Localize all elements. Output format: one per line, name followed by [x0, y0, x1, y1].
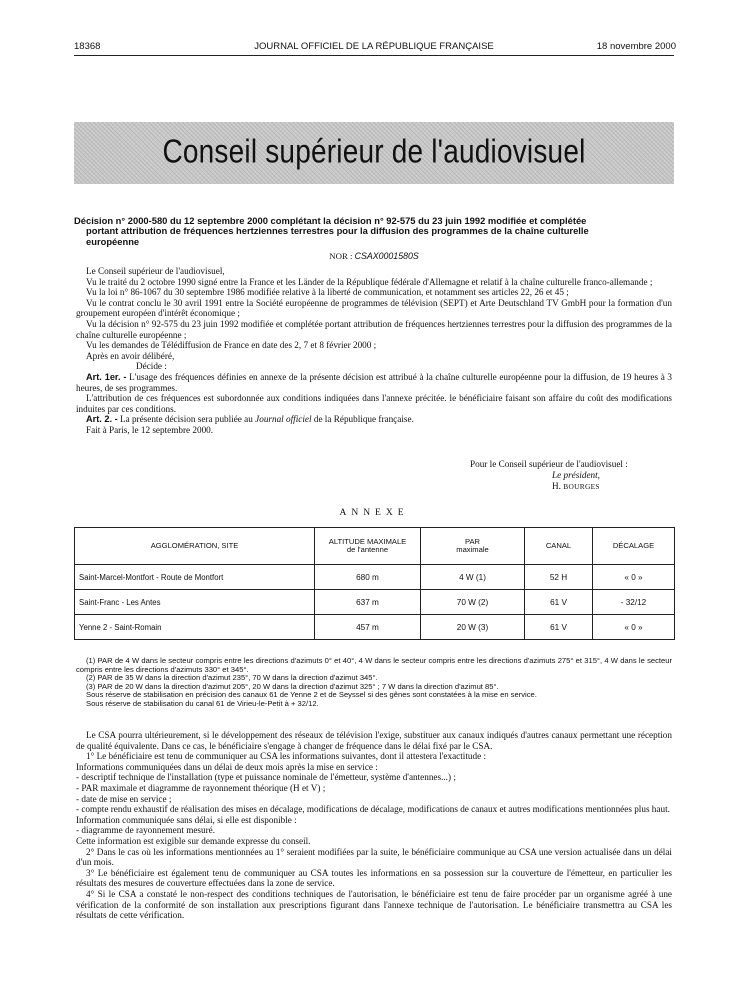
article-1-text: L'usage des fréquences définies en annexe de la présente décision est attribué à la chaîne culturelle européenne pour la diffusion, de 19 heures à 3 heures, de ses programmes. — [76, 371, 673, 393]
list-item: - descriptif technique de l'installation (type et puissance nominale de l'émetteur, système d'antennes...) ; — [76, 772, 456, 783]
cell-decalage: - 32/12 — [593, 590, 675, 615]
visa-paragraph: Après en avoir délibéré, — [86, 350, 175, 361]
cell-altitude: 457 m — [315, 615, 421, 640]
cell-altitude: 637 m — [315, 590, 421, 615]
table-row — [75, 565, 675, 590]
list-item: - date de mise en service ; — [76, 793, 172, 804]
article-2-text-before: La présente décision sera publiée au — [119, 414, 253, 425]
annex-notes — [76, 657, 672, 709]
publication-date: 18 novembre 2000 — [596, 41, 676, 52]
running-head — [0, 41, 748, 55]
signatory-initial: H. — [552, 480, 561, 491]
condition-4: 4° Si le CSA a constaté le non-respect des conditions techniques de l'autorisation, le bénéficiaire est tenu de faire procéder par un organisme agréé à une vérification de la conformité de son installation aux prescriptions figurant dans l'annexe technique de l'autorisation. Le bénéficiaire transmettra au CSA les résultats de cette vérification. — [76, 888, 672, 921]
page-number: 18368 — [74, 41, 101, 52]
decision-title-line: Décision n° 2000-580 du 12 septembre 2000 complétant la décision n° 92-575 du 23 juin 1992 modifiée et complétée — [74, 215, 587, 226]
decide-line: Décide : — [136, 361, 167, 372]
column-header-site: AGGLOMÉRATION, SITE — [75, 528, 315, 565]
nor-reference — [0, 251, 748, 261]
signatory-name — [470, 481, 680, 493]
header-rule — [74, 55, 674, 56]
cell-par: 20 W (3) — [421, 615, 525, 640]
article-2-label: Art. 2. - — [86, 414, 118, 425]
signatory-role: Le président, — [552, 469, 600, 480]
column-header-canal: CANAL — [525, 528, 593, 565]
table-row — [75, 590, 675, 615]
column-header-altitude — [315, 528, 421, 565]
cell-decalage: « 0 » — [593, 565, 675, 590]
article-1-paragraph-2: L'attribution de ces fréquences est subordonnée aux conditions indiquées dans l'annexe précitée. le bénéficiaire faisant son affaire du coût des modifications induites par ces conditions. — [76, 393, 672, 414]
annex-title: ANNEXE — [339, 508, 409, 518]
altitude-header-line2: de l'antenne — [346, 545, 389, 554]
cell-altitude: 680 m — [315, 565, 421, 590]
list-item: - compte rendu exhaustif de réalisation des mises en décalage, modifications de décalage, modifications de canaux et autres modifications mentionnées plus haut. — [76, 804, 670, 815]
par-header-line1: PAR — [464, 536, 481, 546]
section-banner — [74, 122, 674, 184]
cell-canal: 52 H — [525, 565, 593, 590]
annex-note: Sous réserve de stabilisation en précision des canaux 61 de Yenne 2 et de Seyssel si des gênes sont constatées à la mise en service. — [86, 690, 537, 700]
list-item: - PAR maximale et diagramme de rayonnement théorique (H et V) ; — [76, 782, 326, 793]
annex-note: (1) PAR de 4 W dans le secteur compris entre les directions d'azimuts 0° et 40°, 4 W dans le secteur compris entre les directions d'azimuts 275° et 315°, 4 W dans le secteur compris entre les directions d'azimuts 330° et 345°. — [76, 656, 672, 674]
condition-1: 1° Le bénéficiaire est tenu de communiquer au CSA les informations suivantes, dont il attestera l'exactitude : — [86, 751, 487, 762]
cell-site: Yenne 2 - Saint-Romain — [75, 615, 315, 640]
conditions-text — [76, 730, 672, 921]
journal-title: JOURNAL OFFICIEL DE LA RÉPUBLIQUE FRANÇAISE — [254, 41, 494, 52]
table-header-row — [75, 528, 675, 565]
cell-par: 70 W (2) — [421, 590, 525, 615]
article-2 — [76, 414, 672, 425]
decision-title-line: européenne — [86, 235, 140, 247]
on-request-line: Cette information est exigible sur demande expresse du conseil. — [76, 835, 311, 846]
cell-par: 4 W (1) — [421, 565, 525, 590]
article-2-text-after: de la République française. — [313, 414, 414, 425]
par-header-line2: maximale — [456, 545, 489, 554]
column-header-par — [421, 528, 525, 565]
nor-label: NOR : — [329, 251, 353, 261]
decision-body — [76, 266, 672, 436]
list-item: - diagramme de rayonnement mesuré. — [76, 825, 216, 836]
annex-note: (2) PAR de 35 W dans la direction d'azimut 235°, 70 W dans la direction d'azimut 345°. — [86, 673, 378, 683]
cell-site: Saint-Marcel-Montfort - Route de Montfort — [75, 565, 315, 590]
cell-canal: 61 V — [525, 615, 593, 640]
article-1-label: Art. 1er. - — [86, 371, 127, 382]
condition-2: 2° Dans le cas où les informations mentionnées au 1° seraient modifiées par la suite, le bénéficiaire communique au CSA une version actualisée dans un délai d'un mois. — [76, 846, 672, 868]
article-1 — [76, 372, 672, 393]
decision-title-line: portant attribution de fréquences hertziennes terrestres pour la diffusion des programmes de la chaîne culturelle — [86, 225, 589, 237]
cell-decalage: « 0 » — [593, 615, 675, 640]
decision-title — [74, 216, 672, 247]
journal-officiel-italic: Journal officiel — [255, 414, 312, 425]
visa-paragraph: Vu la décision n° 92-575 du 23 juin 1992 modifiée et complétée portant attribution de fréquences hertziennes terrestres pour la diffusion des programmes de la chaîne culturelle européenne ; — [76, 318, 672, 340]
signature-block — [470, 459, 680, 492]
conditions-intro: Le CSA pourra ultérieurement, si le développement des réseaux de télévision l'exige, substituer aux canaux indiqués d'autres canaux permettant une réception de qualité équivalente. Dans ce cas, le bénéficiaire s'engage à changer de fréquence dans le délai fixé par le CSA. — [76, 730, 672, 751]
annex-table — [74, 527, 675, 640]
no-delay-heading: Information communiquée sans délai, si elle est disponible : — [76, 814, 297, 825]
condition-3: 3° Le bénéficiaire est également tenu de communiquer au CSA toutes les informations en sa possession sur la couverture de l'émetteur, en particulier les résultats des mesures de couverture effectuées dans la zone de service. — [76, 867, 672, 889]
visa-paragraph: Vu le contrat conclu le 30 avril 1991 entre la Société européenne de programmes de télévision (SEPT) et Arte Deutschland TV GmbH pour la formation d'un groupement européen d'intérêt économique ; — [76, 297, 672, 319]
altitude-header-line1: ALTITUDE MAXIMALE — [328, 536, 407, 546]
cell-site: Saint-Franc - Les Antes — [75, 590, 315, 615]
visa-paragraph: Vu le traité du 2 octobre 1990 signé entre la France et les Länder de la République fédérale d'Allemagne et relatif à la chaîne culturelle franco-allemande ; — [86, 276, 653, 287]
two-months-heading: Informations communiquées dans un délai de deux mois après la mise en service : — [76, 761, 378, 772]
visa-paragraph: Vu la loi n° 86-1067 du 30 septembre 1986 modifiée relative à la liberté de communication, et notamment ses articles 22, 26 et 45 ; — [86, 287, 569, 298]
table-row — [75, 615, 675, 640]
cell-canal: 61 V — [525, 590, 593, 615]
column-header-decalage: DÉCALAGE — [593, 528, 675, 565]
annex-note: Sous réserve de stabilisation du canal 61 de Virieu-le-Petit à + 32/12. — [86, 698, 319, 708]
opening-line: Le Conseil supérieur de l'audiovisuel, — [86, 266, 225, 276]
signatory-surname: BOURGES — [563, 481, 600, 491]
done-at: Fait à Paris, le 12 septembre 2000. — [86, 424, 214, 435]
annex-note: (3) PAR de 20 W dans la direction d'azimut 205°, 20 W dans la direction d'azimut 325° ; 7 W dans la direction d'azimut 85°. — [86, 681, 499, 691]
visa-paragraph: Vu les demandes de Télédiffusion de France en date des 2, 7 et 8 février 2000 ; — [86, 340, 377, 351]
nor-code: CSAX0001580S — [354, 251, 419, 261]
banner-title: Conseil supérieur de l'audiovisuel — [162, 133, 586, 170]
signature-line: Pour le Conseil supérieur de l'audiovisuel : — [470, 459, 628, 469]
